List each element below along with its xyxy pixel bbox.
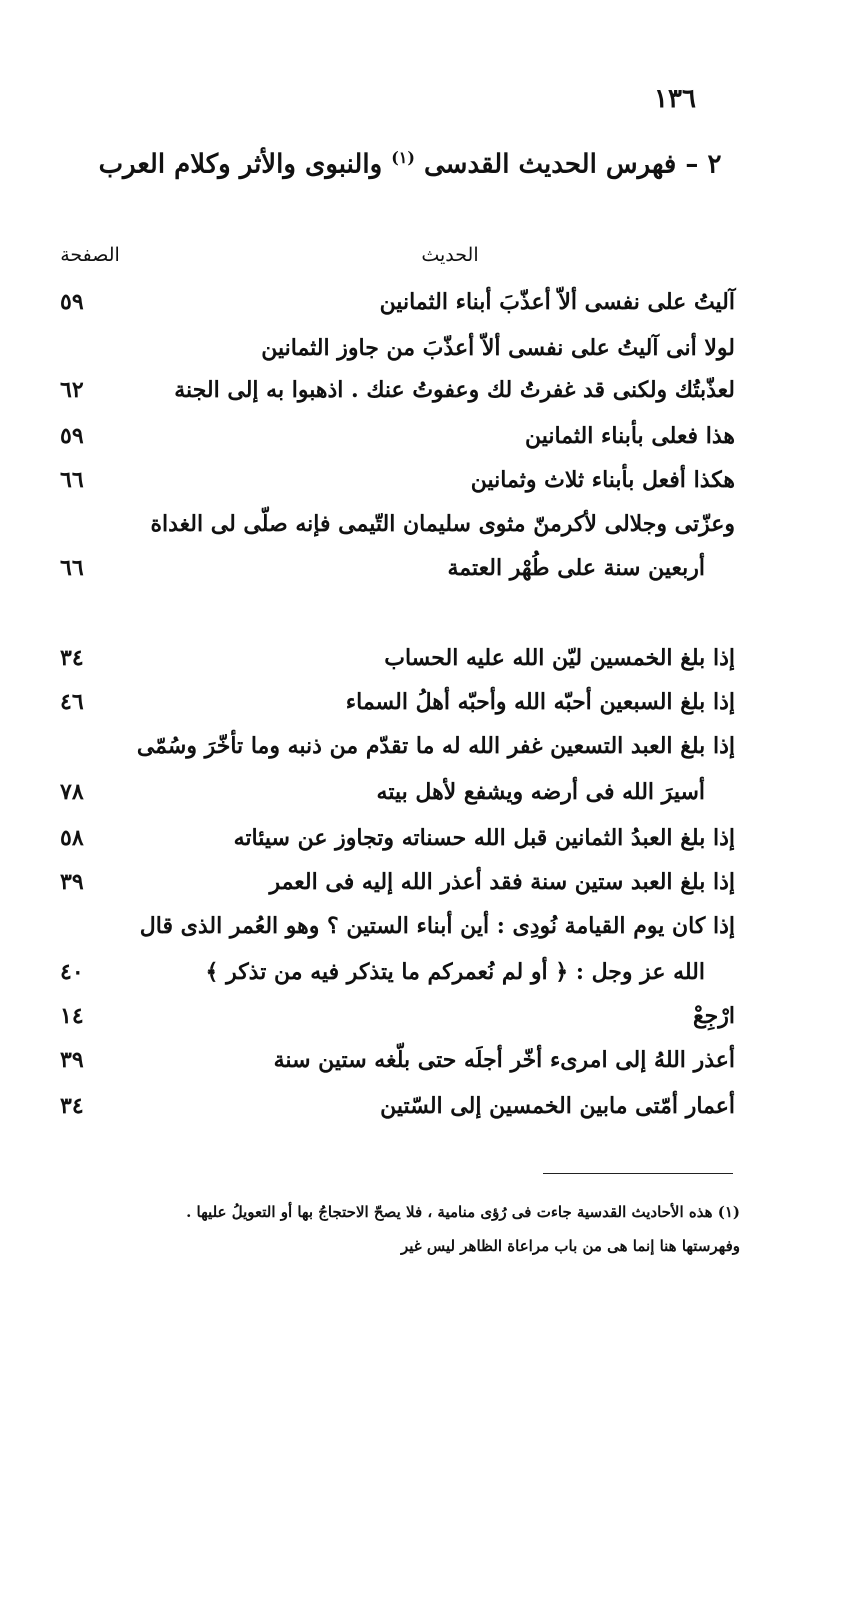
entry-text: أربعين سنة على طُهْر العتمة xyxy=(447,555,705,581)
entry-text: إذا بلغ العبد التسعين غفر الله له ما تقدّم من ذنبه وما تأخّرَ وسُمّى xyxy=(136,733,735,759)
entry-text: إذا كان يوم القيامة نُودِى : أين أبناء الستين ؟ وهو العُمر الذى قال xyxy=(139,913,735,939)
index-entry xyxy=(40,1040,735,1080)
index-entry xyxy=(40,772,735,812)
entry-text: إذا بلغ الخمسين ليّن الله عليه الحساب xyxy=(384,645,735,671)
entry-page: ٣٤ xyxy=(60,1093,84,1119)
heading-text-after: والنبوى والأثر وكلام العرب xyxy=(98,149,383,180)
index-entry xyxy=(40,1086,735,1126)
heading-footnote-ref: (١) xyxy=(391,148,415,167)
entry-text: هذا فعلى بأبناء الثمانين xyxy=(524,423,735,449)
index-entry xyxy=(40,862,735,902)
entry-page: ٦٦ xyxy=(60,467,84,493)
column-header-hadith: الحديث xyxy=(421,244,479,266)
entry-text: إذا بلغ العبدُ الثمانين قبل الله حسناته وتجاوز عن سيئاته xyxy=(233,825,735,851)
heading-text: ٢ – فهرس الحديث القدسى xyxy=(424,149,722,180)
index-entry xyxy=(40,952,735,992)
entry-page: ٦٢ xyxy=(60,377,84,403)
page-number: ١٣٦ xyxy=(654,84,696,114)
entry-text: أسيرَ الله فى أرضه ويشفع لأهل بيته xyxy=(376,779,705,805)
entry-text: أعذر اللهُ إلى امرىء أخّر أجلَه حتى بلّغه ستين سنة xyxy=(273,1047,735,1073)
index-entry xyxy=(40,504,735,544)
entry-page: ٧٨ xyxy=(60,779,84,805)
entry-text: إذا بلغ السبعين أحبّه الله وأحبّه أهلُ السماء xyxy=(345,689,735,715)
index-entry xyxy=(40,282,735,322)
entry-text: وعزّتى وجلالى لأكرمنّ مثوى سليمان التّيمى فإنه صلّى لى الغداة xyxy=(150,511,735,537)
footnote-divider xyxy=(543,1173,733,1174)
index-entry xyxy=(40,548,735,588)
index-entry xyxy=(40,818,735,858)
entry-page: ٥٨ xyxy=(60,825,84,851)
entry-text: لولا أنى آليتُ على نفسى ألاّ أعذّبَ من جاوز الثمانين xyxy=(261,335,735,361)
entry-text: لعذّبتُك ولكنى قد غفرتُ لك وعفوتُ عنك . اذهبوا به إلى الجنة xyxy=(174,377,735,403)
footnote-line: وفهرستها هنا إنما هى من باب مراعاة الظاهر ليس غير xyxy=(400,1237,740,1255)
index-entry xyxy=(40,906,735,946)
column-header-page: الصفحة xyxy=(60,244,120,266)
index-entry xyxy=(40,682,735,722)
index-entry xyxy=(40,416,735,456)
entry-text: أعمار أمّتى مابين الخمسين إلى السّتين xyxy=(380,1093,735,1119)
entry-page: ٣٤ xyxy=(60,645,84,671)
footnote-line: (١) هذه الأحاديث القدسية جاءت فى رُؤى منامية ، فلا يصحّ الاحتجاجُ بها أو التعويلُ عليها . xyxy=(186,1203,740,1221)
entry-page: ٣٩ xyxy=(60,1047,84,1073)
index-entry xyxy=(40,996,735,1036)
index-entry xyxy=(40,328,735,368)
entry-text: إذا بلغ العبد ستين سنة فقد أعذر الله إليه فى العمر xyxy=(269,869,735,895)
index-entry xyxy=(40,726,735,766)
index-entry xyxy=(40,638,735,678)
entry-page: ٥٩ xyxy=(60,289,84,315)
entry-page: ٣٩ xyxy=(60,869,84,895)
entry-text: الله عز وجل : ﴿ أو لم نُعمركم ما يتذكر فيه من تذكر ﴾ xyxy=(205,959,705,985)
index-entry xyxy=(40,370,735,410)
entry-page: ٥٩ xyxy=(60,423,84,449)
entry-text: آليتُ على نفسى ألاّ أعذّبَ أبناء الثمانين xyxy=(379,289,735,315)
entry-text: ارْجِعْ xyxy=(692,1003,735,1029)
index-heading xyxy=(80,148,740,180)
entry-page: ٤٠ xyxy=(60,959,84,985)
entry-page: ٦٦ xyxy=(60,555,84,581)
index-entry xyxy=(40,460,735,500)
entry-text: هكذا أفعل بأبناء ثلاث وثمانين xyxy=(470,467,735,493)
entry-page: ١٤ xyxy=(60,1003,84,1029)
entry-page: ٤٦ xyxy=(60,689,84,715)
